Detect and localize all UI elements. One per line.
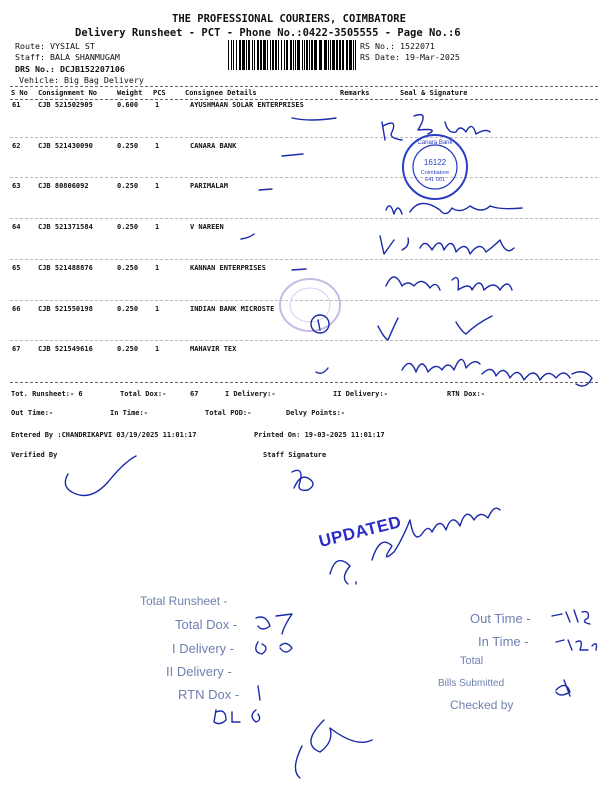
faint-checked-by: Checked by: [450, 698, 514, 712]
hand-in-time: [556, 640, 597, 650]
row64-remark-mark: [241, 234, 254, 239]
updated-stamp: UPDATED: [316, 512, 404, 551]
cell-sno: 61: [12, 101, 21, 109]
cell-consignment: CJB 521502905: [38, 101, 93, 109]
header-rule-bottom: [10, 99, 598, 100]
row64-signature: [380, 236, 514, 254]
runsheet-subtitle: Delivery Runsheet - PCT - Phone No.:0422-3505555 - Page No.:6: [75, 27, 461, 39]
barcode-bar: [319, 40, 322, 70]
row65-remark-mark: [292, 269, 306, 270]
barcode-bar: [297, 40, 300, 70]
barcode-bar: [355, 40, 356, 70]
cell-pcs: 1: [155, 182, 160, 191]
faint-seal-stamp: [275, 275, 345, 335]
col-consignment: Consignment No: [38, 89, 98, 97]
barcode-bar: [257, 40, 259, 70]
barcode-bar: [284, 40, 285, 70]
row61-remark-mark: [292, 118, 336, 120]
hand-idelivery-60: [256, 642, 292, 654]
svg-text:16122: 16122: [423, 158, 447, 167]
barcode-bar: [295, 40, 296, 70]
header-rule: [10, 86, 598, 87]
cell-consignment: CJB 521549616: [38, 345, 93, 354]
out-time: Out Time:-: [11, 409, 54, 417]
barcode-bar: [242, 40, 245, 70]
barcode-bar: [330, 40, 331, 70]
faint-total: Total: [460, 655, 484, 667]
cell-consignment: CJB 521430090: [38, 141, 93, 150]
cell-consignment: CJB 521488876: [38, 263, 93, 272]
cell-consignee: MAHAVIR TEX: [190, 345, 237, 354]
cell-weight: 0.250: [117, 223, 139, 232]
faint-total-dox: Total Dox -: [175, 617, 238, 632]
col-weight: Weight: [117, 89, 143, 97]
hand-rtn-1: [258, 686, 260, 700]
company-title: THE PROFESSIONAL COURIERS, COIMBATORE: [172, 13, 406, 25]
col-remarks: Remarks: [340, 89, 370, 97]
total-pod: Total POD:-: [205, 409, 252, 417]
cell-pcs: 1: [155, 304, 160, 313]
cell-weight: 0.250: [117, 263, 139, 272]
tot-runsheet: Tot. Runsheet:- 6: [11, 390, 83, 398]
cell-consignee: PARIMALAM: [190, 182, 228, 191]
barcode-bar: [342, 40, 344, 70]
cell-sno: 62: [12, 141, 21, 150]
cell-weight: 0.250: [117, 345, 139, 354]
ii-delivery: II Delivery:-: [333, 390, 388, 398]
cell-consignment: CJB 521550198: [38, 304, 93, 313]
barcode-bar: [246, 40, 247, 70]
cell-weight: 0.600: [117, 101, 139, 109]
barcode-bar: [254, 40, 255, 70]
row66-tick: [378, 318, 398, 340]
barcode-bar: [328, 40, 329, 70]
row63-remark-mark: [259, 189, 272, 190]
col-sno: S No: [11, 89, 28, 97]
hand-out-time: [552, 610, 590, 624]
svg-text:641 001: 641 001: [425, 177, 445, 183]
barcode-bar: [252, 40, 253, 70]
barcode-bar: [304, 40, 305, 70]
barcode-bar: [228, 40, 229, 70]
row63-signature: [386, 203, 522, 214]
barcode-bar: [302, 40, 303, 70]
rs-number: RS No.: 1522071: [360, 41, 435, 51]
vehicle-text: Vehicle: Big Bag Delivery: [19, 75, 144, 85]
barcode-bar: [272, 40, 274, 70]
row67-signature: [402, 359, 480, 372]
row-separator: [10, 137, 598, 138]
barcode-image: [228, 40, 356, 70]
barcode-bar: [248, 40, 250, 70]
barcode-bar: [290, 40, 292, 70]
total-dox-label: Total Dox:-: [120, 390, 167, 398]
svg-text:Canara Bank: Canara Bank: [417, 140, 453, 146]
row65-signature: [386, 277, 440, 290]
barcode-bar: [239, 40, 241, 70]
barcode-bar: [236, 40, 237, 70]
staff-signature: [292, 470, 313, 490]
col-seal: Seal & Signature: [400, 89, 468, 97]
barcode-bar: [233, 40, 234, 70]
cell-sno: 67: [12, 345, 21, 354]
cell-sno: 63: [12, 182, 21, 191]
total-dox-value: 67: [190, 390, 199, 398]
printed-on: Printed On: 19-03-2025 11:01:17: [254, 431, 385, 439]
cell-consignee: KANNAN ENTERPRISES: [190, 263, 266, 272]
cell-pcs: 1: [155, 345, 160, 354]
delvy-points: Delvy Points:-: [286, 409, 346, 417]
barcode-bar: [306, 40, 308, 70]
barcode-bar: [293, 40, 294, 70]
row62-remark-mark: [282, 154, 303, 156]
svg-text:Coimbatore: Coimbatore: [420, 170, 450, 176]
cell-consignee: AYUSHMAAN SOLAR ENTERPRISES: [190, 101, 304, 109]
barcode-bar: [309, 40, 310, 70]
barcode-bar: [353, 40, 354, 70]
cell-weight: 0.250: [117, 182, 139, 191]
barcode-bar: [339, 40, 341, 70]
barcode-bar: [263, 40, 266, 70]
row66-tick-2: [456, 316, 492, 334]
row-separator: [10, 340, 598, 341]
cell-sno: 64: [12, 223, 21, 232]
faint-bills-submitted: Bills Submitted: [438, 678, 505, 689]
cell-consignee: INDIAN BANK MICROSTE: [190, 304, 275, 313]
bottom-loop-signature: [311, 720, 372, 752]
cell-sno: 66: [12, 304, 21, 313]
row67-remark-mark: [316, 368, 328, 373]
col-consignee: Consignee Details: [185, 89, 257, 97]
staff-signature-label: Staff Signature: [263, 451, 327, 459]
faint-ii-delivery: II Delivery -: [166, 664, 232, 679]
barcode-bar: [278, 40, 279, 70]
barcode-bar: [349, 40, 352, 70]
entered-by: Entered By :CHANDRIKAPVI 03/19/2025 11:01:17: [11, 431, 197, 439]
cell-weight: 0.250: [117, 141, 139, 150]
faint-total-runsheet: Total Runsheet -: [140, 594, 228, 608]
barcode-bar: [332, 40, 335, 70]
rtn-dox: RTN Dox:-: [447, 390, 485, 398]
staff-text: Staff: BALA SHANMUGAM: [15, 52, 120, 62]
faint-out-time: Out Time -: [470, 611, 531, 626]
row-separator: [10, 218, 598, 219]
barcode-bar: [286, 40, 288, 70]
barcode-bar: [270, 40, 271, 70]
hand-check-mark: [556, 680, 570, 696]
verified-by: Verified By: [11, 451, 58, 459]
faint-rtn-dox: RTN Dox -: [178, 687, 240, 702]
cell-sno: 65: [12, 263, 21, 272]
barcode-bar: [275, 40, 277, 70]
rs-date: RS Date: 19-Mar-2025: [360, 52, 460, 62]
barcode-bar: [260, 40, 262, 70]
hand-dox-67: [256, 614, 292, 634]
in-time: In Time:-: [110, 409, 148, 417]
barcode-bar: [314, 40, 317, 70]
row-separator: [10, 177, 598, 178]
barcode-bar: [346, 40, 348, 70]
cell-pcs: 1: [155, 101, 160, 109]
cell-consignee: CANARA BANK: [190, 141, 237, 150]
cell-pcs: 1: [155, 223, 160, 232]
cell-pcs: 1: [155, 141, 160, 150]
chandrika-signature: [330, 561, 356, 584]
col-pcs: PCS: [153, 89, 166, 97]
route-text: Route: VYSIAL ST: [15, 41, 95, 51]
cell-pcs: 1: [155, 263, 160, 272]
hand-dl-6: [214, 710, 260, 724]
barcode-bar: [324, 40, 327, 70]
bank-seal-stamp: [400, 132, 470, 202]
drs-text: DRS No.: DCJB152207106: [15, 64, 125, 74]
barcode-bar: [281, 40, 282, 70]
cell-consignee: V NAREEN: [190, 223, 224, 232]
cell-consignment: CJB 80806092: [38, 182, 89, 191]
barcode-bar: [311, 40, 313, 70]
faint-in-time: In Time -: [478, 634, 529, 649]
i-delivery: I Delivery:-: [225, 390, 276, 398]
verified-by-signature: [65, 456, 136, 496]
row-separator: [10, 259, 598, 260]
barcode-bar: [267, 40, 268, 70]
barcode-bar: [231, 40, 232, 70]
cell-consignment: CJB 521371584: [38, 223, 93, 232]
cell-weight: 0.250: [117, 304, 139, 313]
faint-i-delivery: I Delivery -: [172, 641, 235, 656]
barcode-bar: [336, 40, 338, 70]
summary-rule: [10, 382, 598, 383]
